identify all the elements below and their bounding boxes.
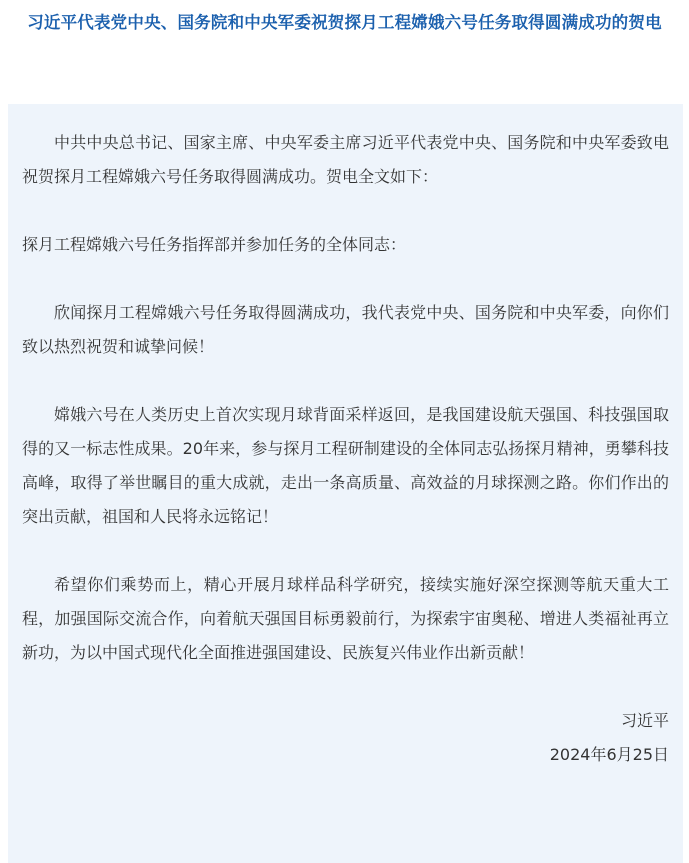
intro-paragraph: 中共中央总书记、国家主席、中央军委主席习近平代表党中央、国务院和中央军委致电祝贺探月工程嫦娥六号任务取得圆满成功。贺电全文如下： — [22, 133, 669, 186]
salutation: 探月工程嫦娥六号任务指挥部并参加任务的全体同志： — [22, 235, 407, 254]
body-paragraph: 嫦娥六号在人类历史上首次实现月球背面采样返回，是我国建设航天强国、科技强国取得的又一标志性成果。20年来，参与探月工程研制建设的全体同志弘扬探月精神，勇攀科技高峰，取得了举世瞩目的重大成就，走出一条高质量、高效益的月球探测之路。你们作出的突出贡献，祖国和人民将永远铭记！ — [22, 405, 669, 526]
signature-name: 习近平 — [620, 711, 669, 730]
signature-block — [22, 704, 669, 772]
article-title: 习近平代表党中央、国务院和中央军委祝贺探月工程嫦娥六号任务取得圆满成功的贺电 — [27, 13, 662, 32]
body-paragraph: 欣闻探月工程嫦娥六号任务取得圆满成功，我代表党中央、国务院和中央军委，向你们致以热烈祝贺和诚挚问候！ — [22, 303, 669, 356]
body-paragraph: 希望你们乘势而上，精心开展月球样品科学研究，接续实施好深空探测等航天重大工程，加强国际交流合作，向着航天强国目标勇毅前行，为探索宇宙奥秘、增进人类福祉再立新功，为以中国式现代化全面推进强国建设、民族复兴伟业作出新贡献！ — [22, 575, 669, 662]
signature-date: 2024年6月25日 — [549, 745, 669, 764]
article-body — [8, 104, 683, 863]
